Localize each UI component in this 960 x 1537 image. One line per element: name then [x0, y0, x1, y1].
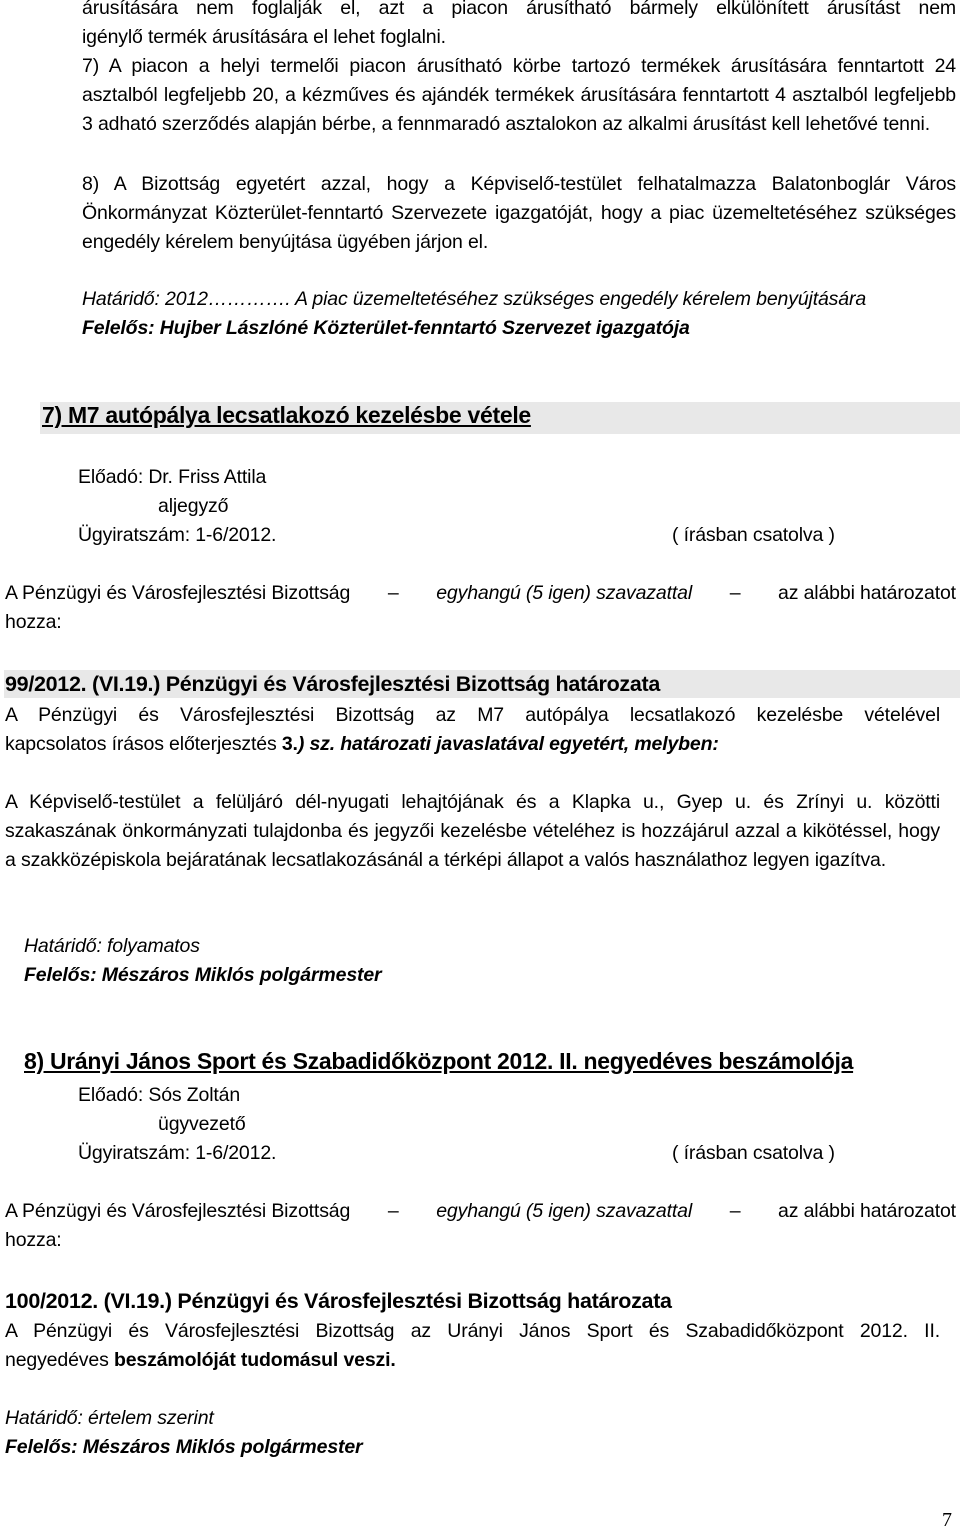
item-7-heading: 7) M7 autópálya lecsatlakozó kezelésbe vétele: [42, 402, 531, 428]
paragraph-6-tail-line1: árusítására nem foglalják el, azt a piacon árusítható bármely elkülönített árusítást nem: [82, 0, 956, 19]
item-7-vote-line: [5, 579, 956, 608]
resolution-99-line1: A Pénzügyi és Városfejlesztési Bizottság az M7 autópálya lecsatlakozó kezelésbe vételével: [5, 704, 940, 726]
resolution-100-line2-b: beszámolóját tudomásul veszi.: [113, 1349, 396, 1371]
resolution-99-line2-d: határozati javaslatával egyetért, melyben:: [335, 733, 719, 755]
item-8-attached-note: ( írásban csatolva ): [672, 1142, 835, 1164]
item-7-attached-note: ( írásban csatolva ): [672, 524, 835, 546]
item-7-presenter-title: aljegyző: [158, 495, 229, 517]
item-8-responsible: Felelős: Mészáros Miklós polgármester: [5, 1436, 363, 1458]
resolution-99-line2: [5, 730, 719, 759]
item-8-vote-prefix: A Pénzügyi és Városfejlesztési Bizottság: [5, 1200, 351, 1222]
item-7-file-number: Ügyiratszám: 1-6/2012.: [78, 524, 277, 546]
deadline-2012: Határidő: 2012…………. A piac üzemeltetéséhez szükséges engedély kérelem benyújtására: [82, 288, 867, 310]
resolution-99-line2-c: ) sz.: [297, 733, 336, 755]
resolution-99-body: A Képviselő-testület a felüljáró dél-nyugati lehajtójának és a Klapka u., Gyep u. és Zrínyi u. közötti szakaszának önkormányzati tulajdonba és jegyzői kezelésbe vételéhez is hozzájárul azzal a kikötéssel, hogy a szakközépiskola bejáratának lecsatlakozásánál a térképi állapot a valós használathoz legyen igazítva.: [5, 791, 940, 871]
resolution-100-body-name: Pénzügyi és Városfejlesztési Bizottság határozata: [177, 1289, 672, 1313]
item-8-file-number: Ügyiratszám: 1-6/2012.: [78, 1142, 277, 1164]
item-8-presenter: Előadó: Sós Zoltán: [78, 1084, 241, 1106]
paragraph-6-tail-line2: igénylő termék árusítására el lehet foglalni.: [82, 26, 446, 48]
item-8-vote-suffix: az alábbi határozatot: [778, 1200, 956, 1222]
page-number: 7: [942, 1509, 952, 1531]
resolution-100-number: 100/2012. (VI.19.): [5, 1289, 172, 1313]
item-8-vote-count: egyhangú (5 igen) szavazattal: [436, 1200, 693, 1222]
item-8-heading: 8) Urányi János Sport és Szabadidőközpont 2012. II. negyedéves beszámolója: [24, 1048, 854, 1074]
resolution-99-title: [5, 670, 660, 698]
item-8-vote-dash-2: –: [729, 1200, 741, 1222]
item-7-presenter: Előadó: Dr. Friss Attila: [78, 466, 267, 488]
item-7-deadline: Határidő: folyamatos: [24, 935, 200, 957]
item-7-vote-prefix: A Pénzügyi és Városfejlesztési Bizottság: [5, 582, 351, 604]
resolution-100-line2-a: negyedéves: [5, 1349, 114, 1371]
resolution-100-title: [5, 1287, 672, 1315]
paragraph-8: 8) A Bizottság egyetért azzal, hogy a Képviselő-testület felhatalmazza Balatonboglár Város Önkormányzat Közterület-fenntartó Szervezete igazgatóját, hogy a piac üzemeltetéséhez szükséges engedély kérelem benyújtása ügyében járjon el.: [82, 173, 956, 253]
resolution-99-line2-b: 3.: [281, 733, 298, 755]
item-8-vote-line: [5, 1197, 956, 1226]
item-8-deadline: Határidő: értelem szerint: [5, 1407, 214, 1429]
item-8-vote-dash-1: –: [387, 1200, 399, 1222]
item-7-vote-dash-1: –: [387, 582, 399, 604]
item-7-vote-suffix: az alábbi határozatot: [778, 582, 956, 604]
item-7-vote-dash-2: –: [729, 582, 741, 604]
resolution-99-body-name: Pénzügyi és Városfejlesztési Bizottság határozata: [165, 672, 661, 696]
resolution-100-line2: [5, 1346, 396, 1375]
responsible-hujber: Felelős: Hujber Lászlóné Közterület-fenntartó Szervezet igazgatója: [82, 317, 690, 339]
resolution-99-line2-a: kapcsolatos írásos előterjesztés: [5, 733, 282, 755]
item-7-responsible: Felelős: Mészáros Miklós polgármester: [24, 964, 382, 986]
item-8-vote-end: hozza:: [5, 1229, 62, 1251]
resolution-99-number: 99/2012. (VI.19.): [5, 672, 161, 696]
item-7-vote-end: hozza:: [5, 611, 62, 633]
resolution-100-line1: A Pénzügyi és Városfejlesztési Bizottság az Urányi János Sport és Szabadidőközpont 2012. II.: [5, 1320, 940, 1342]
item-8-presenter-title: ügyvezető: [158, 1113, 246, 1135]
paragraph-7: 7) A piacon a helyi termelői piacon árusítható körbe tartozó termékek árusítására fenntartott 24 asztalból legfeljebb 20, a kézműves és ajándék termékek árusítására fenntartott 4 asztalból legfeljebb 3 adható szerződés alapján bérbe, a fennmaradó asztalokon az alkalmi árusítást kell lehetővé tenni.: [82, 55, 956, 135]
item-7-vote-count: egyhangú (5 igen) szavazattal: [436, 582, 693, 604]
